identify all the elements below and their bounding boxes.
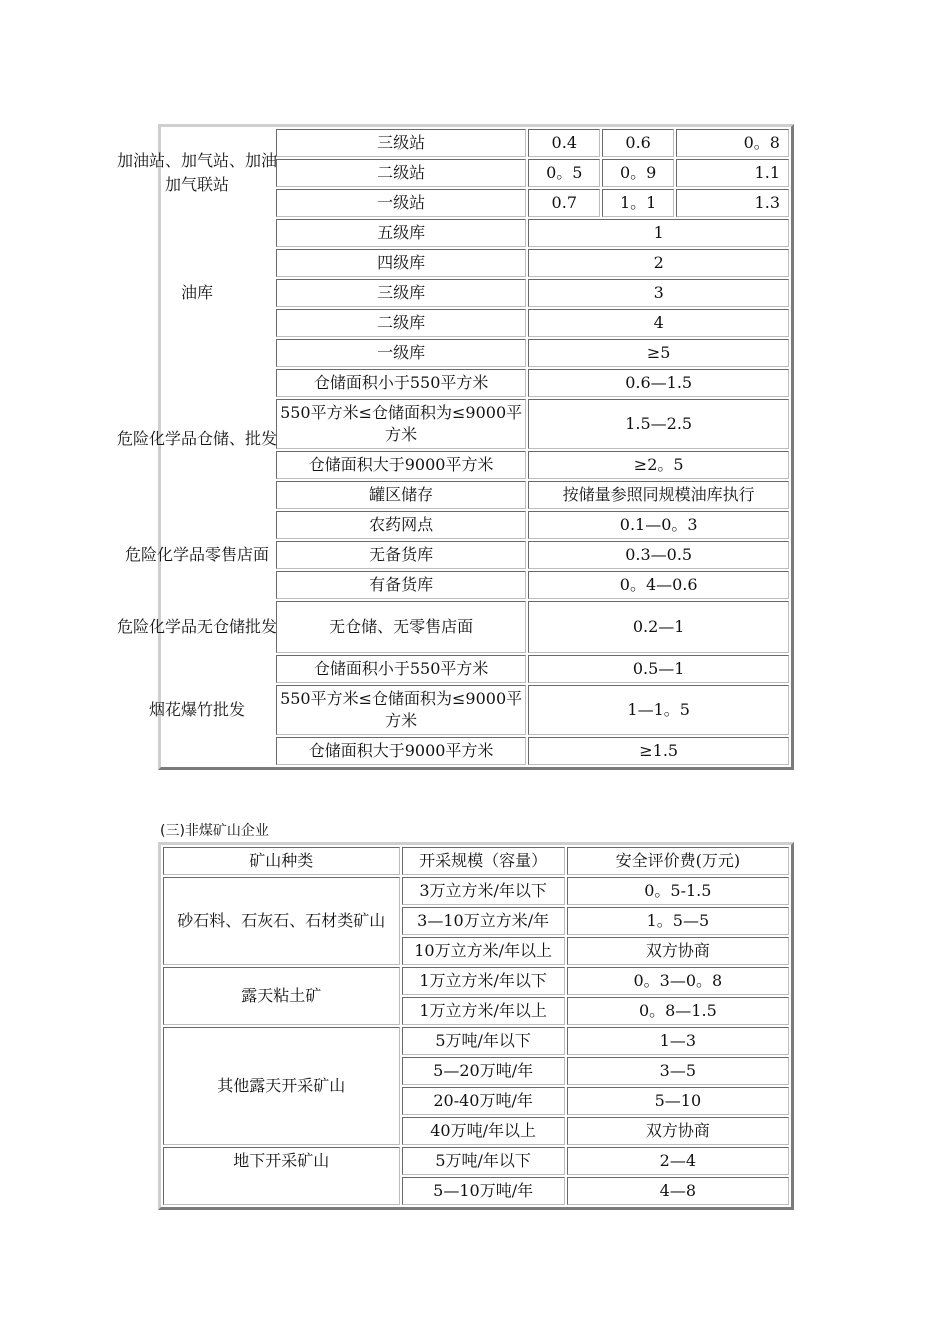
cell-fee: 2—4: [567, 1147, 789, 1175]
cell-scale: 3万立方米/年以下: [402, 877, 565, 905]
cell-item: 550平方米≤仓储面积为≤9000平方米: [276, 399, 526, 449]
cell-value: 0。5: [528, 159, 600, 187]
group-open-pit: 其他露天开采矿山: [163, 1027, 400, 1145]
section-caption: (三)非煤矿山企业: [160, 823, 269, 839]
cell-item: 仓储面积大于9000平方米: [276, 451, 526, 479]
cell-fee: 双方协商: [567, 937, 789, 965]
table-row: [163, 967, 789, 995]
cell-value: ≥1.5: [528, 737, 789, 765]
cell-item: 四级库: [276, 249, 526, 277]
cell-scale: 20-40万吨/年: [402, 1087, 565, 1115]
cell-value: 1。1: [602, 189, 674, 217]
cell-item: 无仓储、无零售店面: [276, 601, 526, 653]
cell-value: 1.5—2.5: [528, 399, 789, 449]
table-row: [163, 511, 789, 539]
cell-value: 0.6—1.5: [528, 369, 789, 397]
safety-fee-table-hazardous: [117, 124, 794, 770]
cell-scale: 1万立方米/年以上: [402, 997, 565, 1025]
cell-value: 1—1。5: [528, 685, 789, 735]
cell-item: 罐区储存: [276, 481, 526, 509]
table-row: [163, 1147, 789, 1175]
cell-fee: 1—3: [567, 1027, 789, 1055]
cell-scale: 10万立方米/年以上: [402, 937, 565, 965]
table-row: [163, 219, 789, 247]
table-row: [163, 1027, 789, 1055]
cell-item: 仓储面积小于550平方米: [276, 369, 526, 397]
cell-fee: 0。3—0。8: [567, 967, 789, 995]
group-chem-storage: 危险化学品仓储、批发: [117, 429, 278, 448]
cell-value: 0.6: [602, 129, 674, 157]
cell-value: 0。4—0.6: [528, 571, 789, 599]
cell-fee: 3—5: [567, 1057, 789, 1085]
cell-fee: 1。5—5: [567, 907, 789, 935]
cell-fee: 0。8—1.5: [567, 997, 789, 1025]
cell-item: 有备货库: [276, 571, 526, 599]
cell-value: 3: [528, 279, 789, 307]
cell-item: 仓储面积小于550平方米: [276, 655, 526, 683]
group-oil-depot: 油库: [180, 283, 213, 302]
group-fireworks: 烟花爆竹批发: [148, 700, 245, 719]
table-row: [163, 601, 789, 653]
cell-scale: 5万吨/年以下: [402, 1027, 565, 1055]
cell-item: 一级站: [276, 189, 526, 217]
cell-value: 0。8: [676, 129, 789, 157]
group-gas-station: 加油站、加气站、加油加气联站: [117, 151, 278, 194]
table-row: [163, 129, 789, 157]
column-header: 开采规模（容量）: [402, 847, 565, 875]
cell-value: 1.1: [676, 159, 789, 187]
cell-item: 三级站: [276, 129, 526, 157]
cell-scale: 1万立方米/年以下: [402, 967, 565, 995]
cell-fee: 5—10: [567, 1087, 789, 1115]
group-chem-retail: 危险化学品零售店面: [124, 545, 269, 564]
table-row: [163, 877, 789, 905]
cell-value: ≥2。5: [528, 451, 789, 479]
cell-item: 一级库: [276, 339, 526, 367]
cell-scale: 40万吨/年以上: [402, 1117, 565, 1145]
cell-item: 二级库: [276, 309, 526, 337]
cell-value: 0.7: [528, 189, 600, 217]
table-row: [163, 369, 789, 397]
column-header: 安全评价费(万元): [567, 847, 789, 875]
group-underground: 地下开采矿山: [163, 1147, 400, 1205]
cell-value: 4: [528, 309, 789, 337]
cell-value: 0.5—1: [528, 655, 789, 683]
group-clay: 露天粘土矿: [163, 967, 400, 1025]
cell-item: 无备货库: [276, 541, 526, 569]
group-chem-no-storage: 危险化学品无仓储批发: [117, 617, 278, 636]
cell-item: 二级站: [276, 159, 526, 187]
cell-value: 1.3: [676, 189, 789, 217]
cell-value: 0.3—0.5: [528, 541, 789, 569]
cell-fee: 双方协商: [567, 1117, 789, 1145]
table-row: [163, 655, 789, 683]
cell-scale: 3—10万立方米/年: [402, 907, 565, 935]
cell-value: 0。9: [602, 159, 674, 187]
cell-value: 0.2—1: [528, 601, 789, 653]
cell-value: 1: [528, 219, 789, 247]
cell-value: 0.4: [528, 129, 600, 157]
cell-item: 五级库: [276, 219, 526, 247]
safety-fee-table-mines: [158, 842, 794, 1210]
cell-scale: 5—20万吨/年: [402, 1057, 565, 1085]
cell-item: 550平方米≤仓储面积为≤9000平方米: [276, 685, 526, 735]
table-header-row: [163, 847, 789, 875]
cell-value: ≥5: [528, 339, 789, 367]
cell-fee: 4—8: [567, 1177, 789, 1205]
column-header: 矿山种类: [163, 847, 400, 875]
cell-value: 0.1—0。3: [528, 511, 789, 539]
cell-item: 仓储面积大于9000平方米: [276, 737, 526, 765]
cell-scale: 5—10万吨/年: [402, 1177, 565, 1205]
cell-scale: 5万吨/年以下: [402, 1147, 565, 1175]
group-stone: 砂石料、石灰石、石材类矿山: [163, 877, 400, 965]
cell-item: 三级库: [276, 279, 526, 307]
cell-value: 按储量参照同规模油库执行: [528, 481, 789, 509]
cell-fee: 0。5-1.5: [567, 877, 789, 905]
cell-item: 农药网点: [276, 511, 526, 539]
cell-value: 2: [528, 249, 789, 277]
